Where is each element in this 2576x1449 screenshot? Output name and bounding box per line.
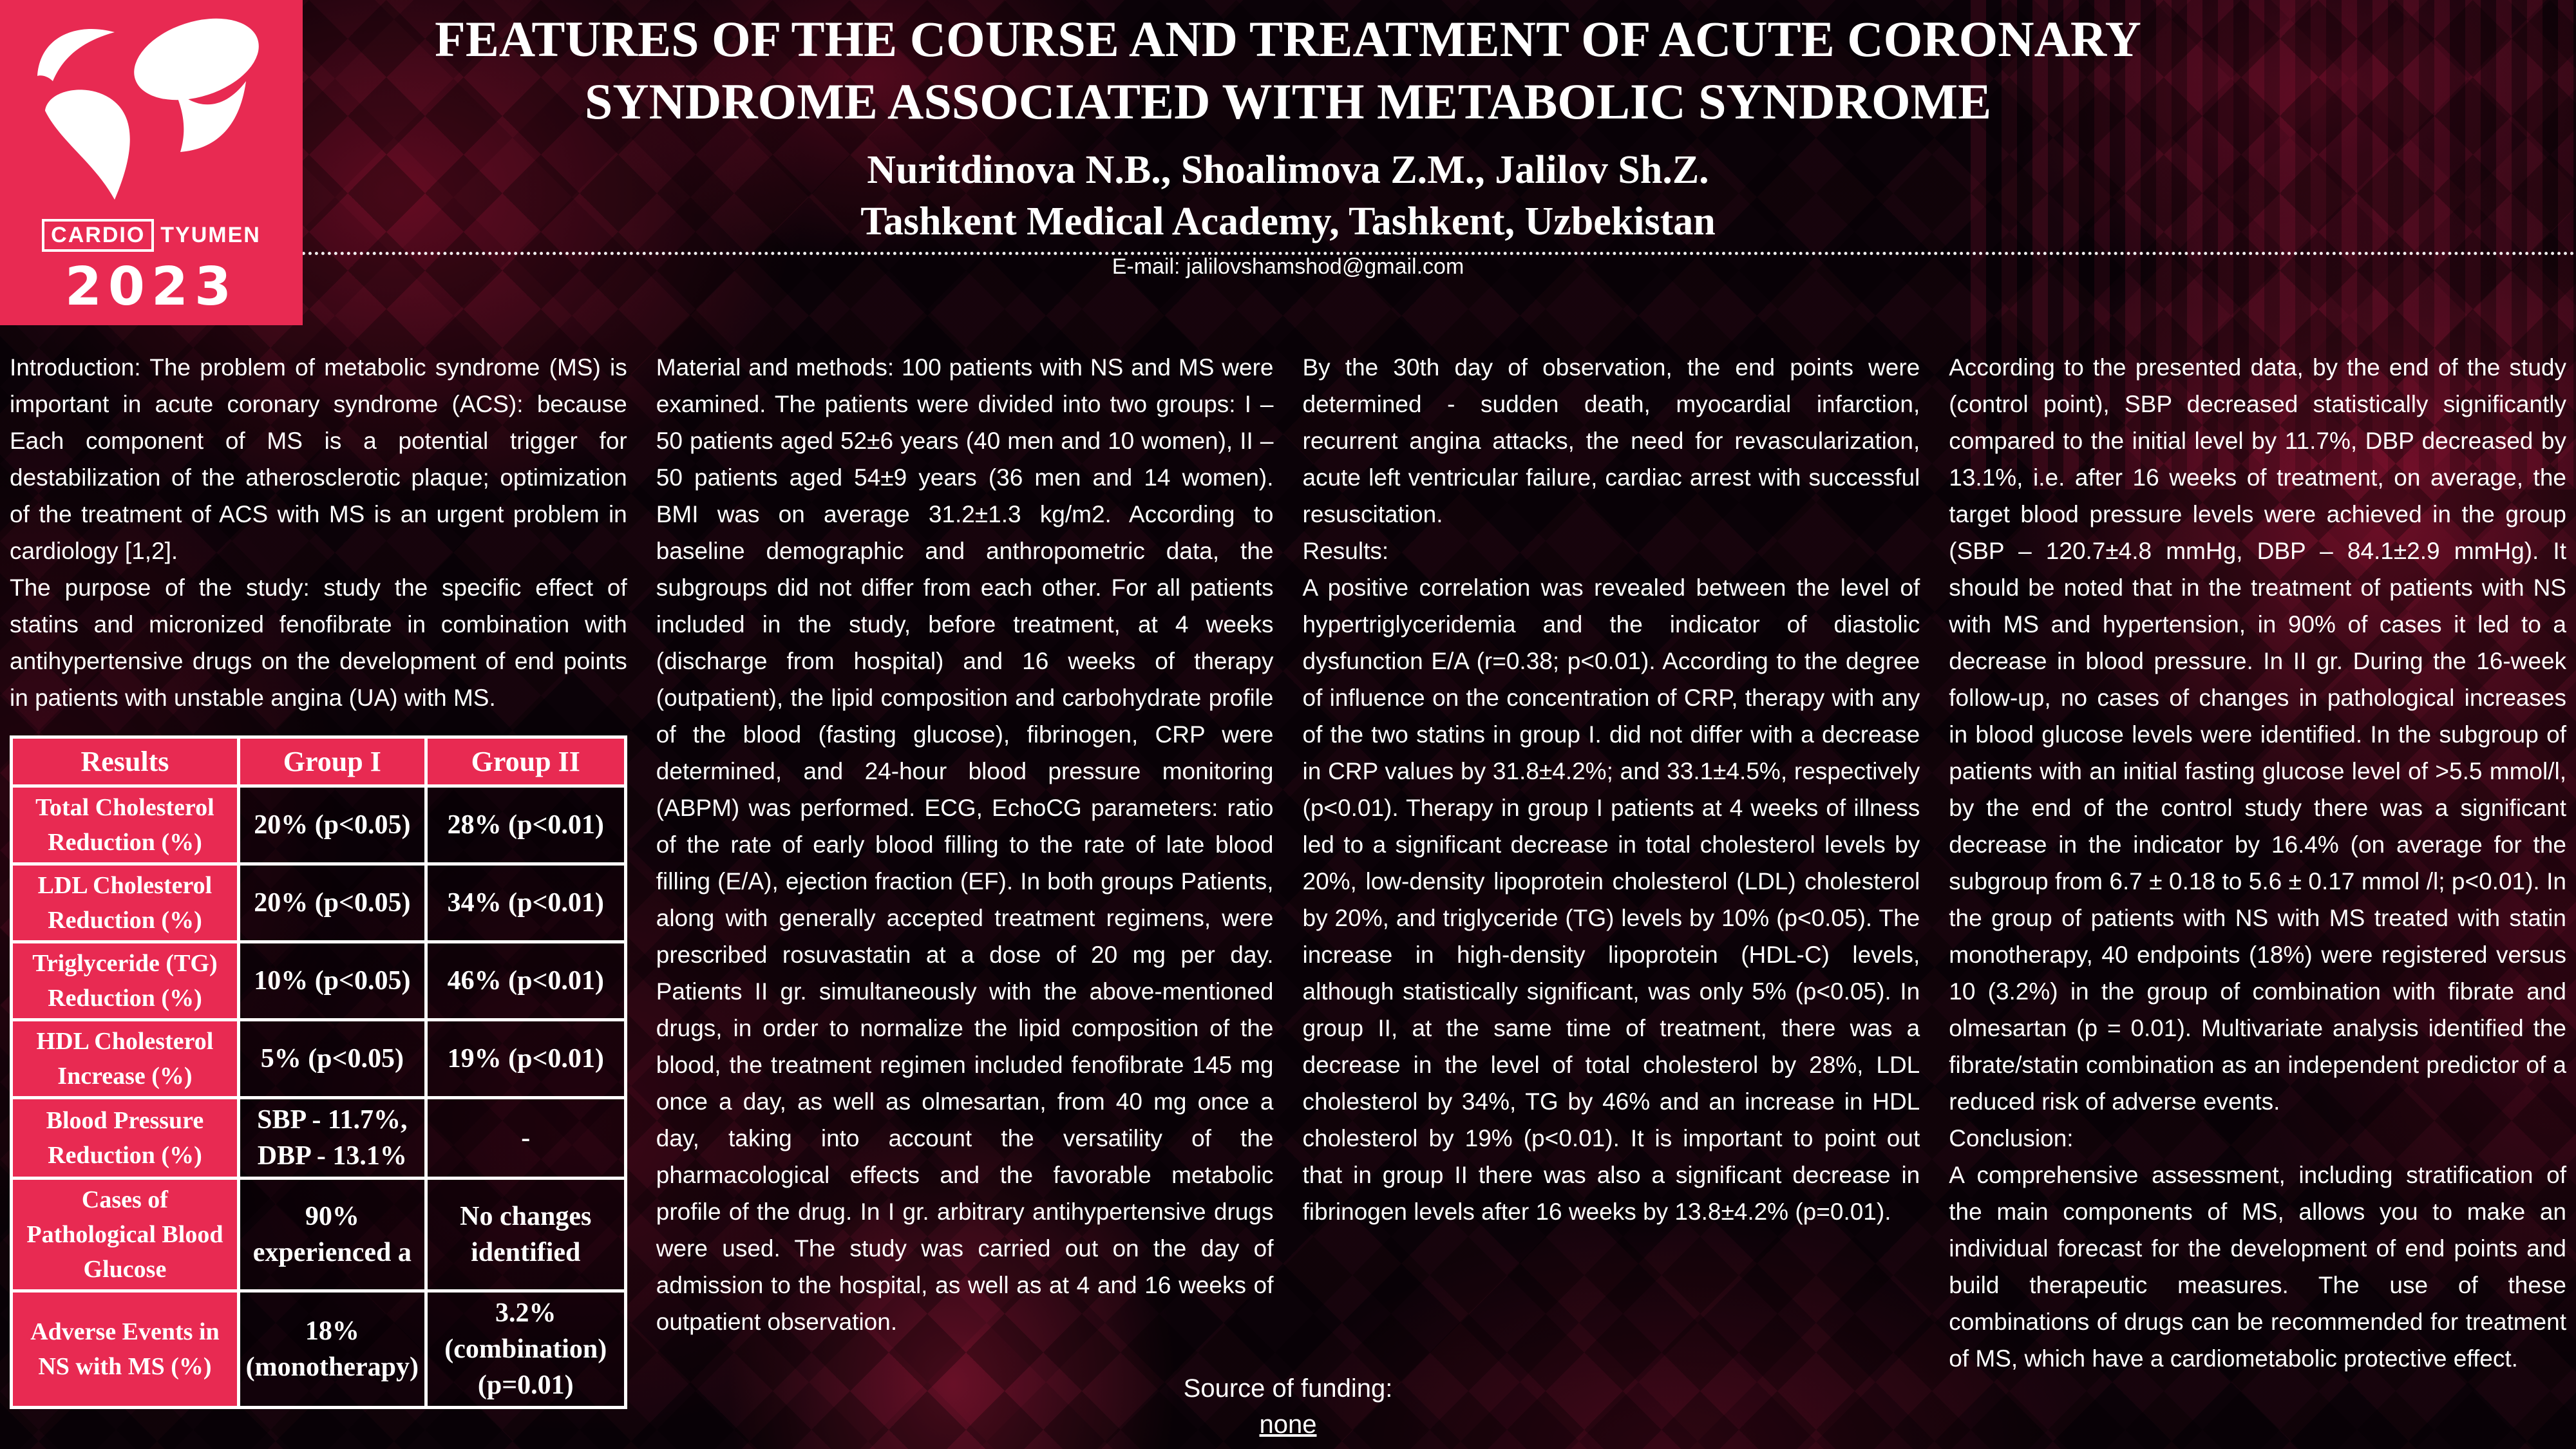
- heart-logo-icon: [0, 0, 303, 232]
- row-label: HDL Cholesterol Increase (%): [12, 1020, 239, 1098]
- row-group2-value: -: [426, 1098, 625, 1179]
- email-line: E-mail: jalilovshamshod@gmail.com: [1112, 254, 1464, 279]
- conclusion-heading: Conclusion:: [1949, 1125, 2074, 1151]
- row-group1-value: 20% (p<0.05): [238, 786, 426, 864]
- endpoints-paragraph: By the 30th day of observation, the end points were determined - sudden death, myocardial infarction, recurrent angina attacks, the need for revascularization, acute left ventricular failure, cardiac arrest with successful resuscitation.: [1302, 354, 1920, 527]
- table-row: [12, 864, 626, 942]
- row-group1-value: 90% experienced a: [238, 1179, 426, 1291]
- funding-footer: [0, 1370, 2576, 1443]
- introduction-paragraph: Introduction: The problem of metabolic syndrome (MS) is important in acute coronary syndrome (ACS): because Each component of MS is a potential trigger for destabilization of the atherosclerotic plaque; optimization of the treatment of ACS with MS is an urgent problem in cardiology [1,2].: [10, 354, 627, 564]
- poster-title: FEATURES OF THE COURSE AND TREATMENT OF ACUTE CORONARY SYNDROME ASSOCIATED WITH METABOLIC SYNDROME: [435, 11, 2141, 129]
- funding-label: Source of funding:: [1183, 1374, 1393, 1403]
- row-group1-value: 18% (monotherapy): [238, 1291, 426, 1408]
- table-header-results: Results: [12, 737, 239, 786]
- table-row: [12, 1020, 626, 1098]
- row-group1-value: 5% (p<0.05): [238, 1020, 426, 1098]
- logo-caption: [0, 219, 303, 252]
- logo-year: 2023: [64, 256, 238, 317]
- results-heading: Results:: [1302, 538, 1389, 564]
- row-group1-value: 10% (p<0.05): [238, 942, 426, 1020]
- row-group2-value: 3.2% (combination) (p=0.01): [426, 1291, 625, 1408]
- row-group2-value: 46% (p<0.01): [426, 942, 625, 1020]
- row-group2-value: 19% (p<0.01): [426, 1020, 625, 1098]
- row-group2-value: 34% (p<0.01): [426, 864, 625, 942]
- table-row: [12, 1179, 626, 1291]
- results-table: [10, 735, 627, 1409]
- table-header-row: [12, 737, 626, 786]
- poster-columns: [10, 349, 2566, 1409]
- row-group2-value: No changes identified: [426, 1179, 625, 1291]
- row-label: Adverse Events in NS with MS (%): [12, 1291, 239, 1408]
- column-introduction: [10, 349, 627, 1409]
- affiliation-line: Tashkent Medical Academy, Tashkent, Uzbekistan: [860, 200, 1716, 243]
- row-label: Total Cholesterol Reduction (%): [12, 786, 239, 864]
- row-label: Cases of Pathological Blood Glucose: [12, 1179, 239, 1291]
- table-row: [12, 1098, 626, 1179]
- table-header-group2: Group II: [426, 737, 625, 786]
- row-label: LDL Cholesterol Reduction (%): [12, 864, 239, 942]
- funding-value: none: [1259, 1410, 1317, 1439]
- authors-line: Nuritdinova N.B., Shoalimova Z.M., Jalilov Sh.Z.: [867, 148, 1709, 192]
- congress-logo: [0, 0, 303, 325]
- conclusion-paragraph: A comprehensive assessment, including stratification of the main components of MS, allows you to make an individual forecast for the development of end points and build therapeutic measures. The use of these combinations of drugs can be recommended for treatment of MS, which have a cardiometabolic protective effect.: [1949, 1162, 2566, 1372]
- results-paragraph: A positive correlation was revealed between the level of hypertriglyceridemia and the indicator of diastolic dysfunction E/A (r=0.38; p<0.01). According to the degree of influence on the concentration of CRP, therapy with any of the two statins in group I. did not differ with a decrease in CRP values by 31.8±4.2%; and 33.1±4.5%, respectively (p<0.01). Therapy in group I patients at 4 weeks of illness led to a significant decrease in total cholesterol levels by 20%, low-density lipoprotein cholesterol (LDL) cholesterol by 20%, and triglyceride (TG) levels by 10% (p<0.05). The increase in high-density lipoprotein (HDL-C) levels, although statistically significant, was only 5% (p<0.05). In group II, at the same time of treatment, there was a decrease in the level of total cholesterol by 28%, LDL cholesterol by 34%, TG by 46% and an increase in HDL cholesterol by 19% (p<0.01). It is important to point out that in group II there was also a significant decrease in fibrinogen levels after 16 weeks by 13.8±4.2% (p=0.01).: [1302, 574, 1920, 1225]
- table-header-group1: Group I: [238, 737, 426, 786]
- discussion-paragraph: According to the presented data, by the end of the study (control point), SBP decreased statistically significantly compared to the initial level by 11.7%, DBP decreased by 13.1%, i.e. after 16 weeks of treatment, on average, the target blood pressure levels were achieved in the group (SBP – 120.7±4.8 mmHg, DBP – 84.1±2.9 mmHg). It should be noted that in the treatment of patients with NS with MS and hypertension, in 90% of cases it led to a decrease in blood pressure. In II gr. During the 16-week follow-up, no cases of changes in pathological increases in blood glucose levels were identified. In the subgroup of patients with an initial fasting glucose level of >5.5 mmol/l, by the end of the control study there was a significant decrease in the indicator by 16.4% (on average for the subgroup from 6.7 ± 0.18 to 5.6 ± 0.17 mmol /l; p<0.01). In the group of patients with NS with MS treated with statin monotherapy, 40 endpoints (18%) were registered versus 10 (3.2%) in the group of combination with fibrate and olmesartan (p = 0.01). Multivariate analysis identified the fibrate/statin combination as an independent predictor of a reduced risk of adverse events.: [1949, 354, 2566, 1115]
- table-row: [12, 786, 626, 864]
- column-methods: [656, 349, 1274, 1409]
- column-results: [1303, 349, 1920, 1409]
- row-label: Triglyceride (TG) Reduction (%): [12, 942, 239, 1020]
- poster-header: [0, 0, 2576, 279]
- row-label: Blood Pressure Reduction (%): [12, 1098, 239, 1179]
- row-group1-value: 20% (p<0.05): [238, 864, 426, 942]
- logo-cardio-badge: CARDIO: [42, 219, 154, 252]
- row-group2-value: 28% (p<0.01): [426, 786, 625, 864]
- purpose-paragraph: The purpose of the study: study the specific effect of statins and micronized fenofibrate in combination with antihypertensive drugs on the development of end points in patients with unstable angina (UA) with MS.: [10, 574, 627, 711]
- row-group1-value: SBP - 11.7%, DBP - 13.1%: [238, 1098, 426, 1179]
- column-discussion: [1949, 349, 2566, 1409]
- table-row: [12, 942, 626, 1020]
- methods-paragraph: Material and methods: 100 patients with NS and MS were examined. The patients were divided into two groups: I – 50 patients aged 52±6 years (40 men and 10 women), II – 50 patients aged 54±9 years (36 men and 14 women). BMI was on average 31.2±1.3 kg/m2. According to baseline demographic and anthropometric data, the subgroups did not differ from each other. For all patients included in the study, before treatment, at 4 weeks (discharge from hospital) and 16 weeks of therapy (outpatient), the lipid composition and carbohydrate profile of the blood (fasting glucose), fibrinogen, CRP were determined, and 24-hour blood pressure monitoring (ABPM) was performed. ECG, EchoCG parameters: ratio of the rate of early blood filling to the rate of late blood filling (E/A), ejection fraction (EF). In both groups Patients, along with generally accepted treatment regimens, were prescribed rosuvastatin at a dose of 20 mg per day. Patients II gr. simultaneously with the above-mentioned drugs, in order to normalize the lipid composition of the blood, the treatment regimen included fenofibrate 145 mg once a day, as well as olmesartan, from 40 mg once a day, taking into account the versatility of the pharmacological effects and the favorable metabolic profile of the drug. In I gr. arbitrary antihypertensive drugs were used. The study was carried out on the day of admission to the hospital, as well as at 4 and 16 weeks of outpatient observation.: [656, 354, 1274, 1335]
- logo-tyumen-label: TYUMEN: [160, 223, 261, 247]
